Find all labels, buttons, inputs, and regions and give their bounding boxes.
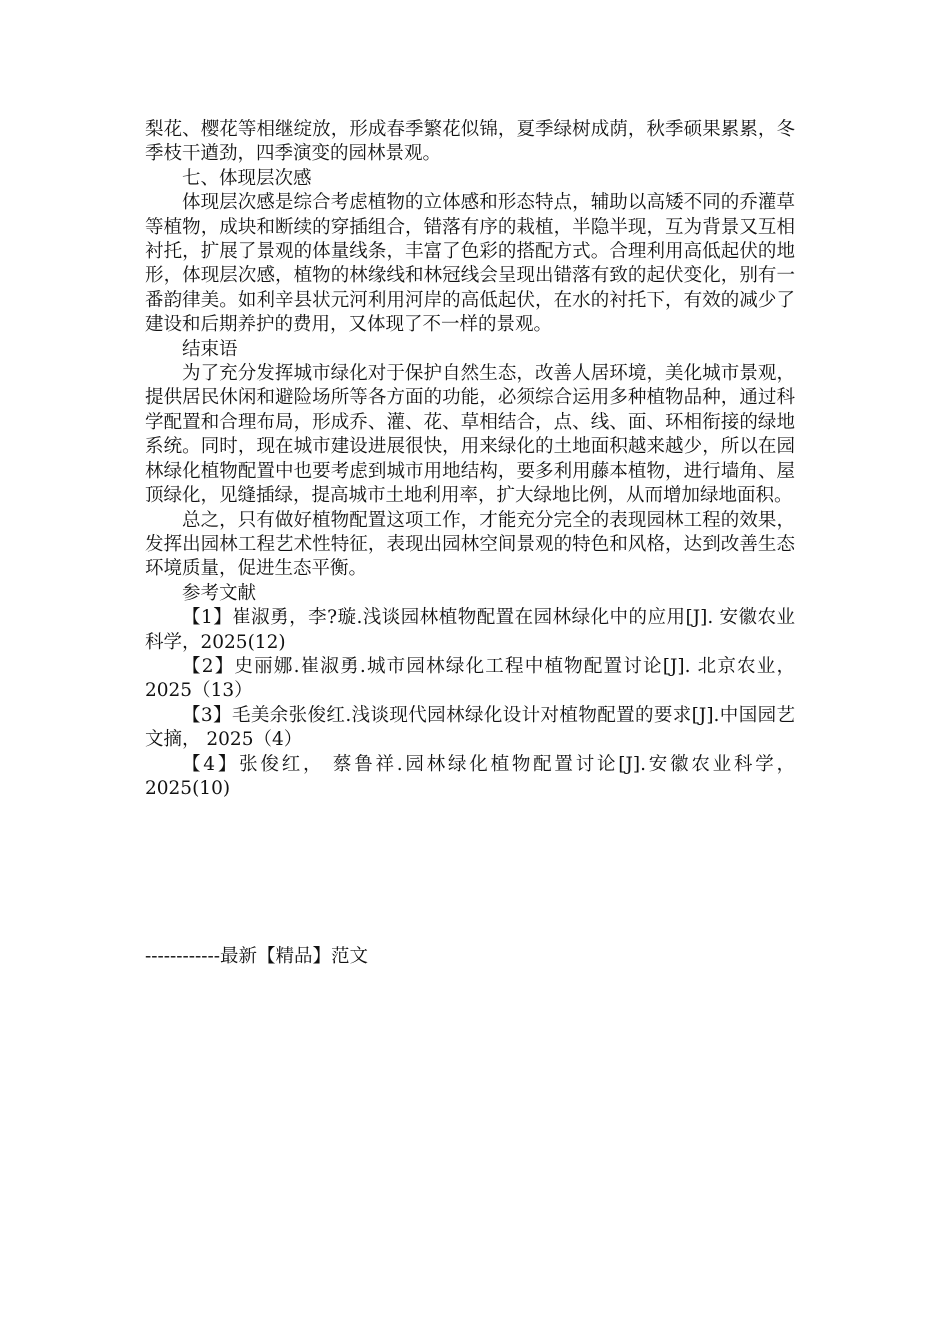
reference-item: 【2】史丽娜.崔淑勇.城市园林绿化工程中植物配置讨论[J]. 北京农业， 2025（13） xyxy=(145,655,795,702)
reference-item: 【4】张俊红， 蔡鲁祥.园林绿化植物配置讨论[J].安徽农业科学， 2025(10) xyxy=(145,753,795,799)
layers-paragraph: 体现层次感是综合考虑植物的立体感和形态特点，辅助以高矮不同的乔灌草等植物，成块和断续的穿插组合，错落有序的栽植，半隐半现，互为背景又互相衬托，扩展了景观的体量线条，丰富了色彩的搭配方式。合理利用高低起伏的地形，体现层次感，植物的林缘线和林冠线会呈现出错落有致的起伏变化，别有一番韵律美。如利辛县状元河利用河岸的高低起伏，在水的衬托下，有效的减少了建设和后期养护的费用，又体现了不一样的景观。 xyxy=(145,192,795,336)
section-heading-references: 参考文献 xyxy=(182,582,257,604)
section-heading-conclusion: 结束语 xyxy=(182,338,238,360)
footer-label: ------------最新【精品】范文 xyxy=(145,946,369,967)
document-body xyxy=(145,118,795,801)
summary-paragraph: 总之，只有做好植物配置这项工作，才能充分完全的表现园林工程的效果，发挥出园林工程艺术性特征，表现出园林空间景观的特色和风格，达到改善生态环境质量，促进生态平衡。 xyxy=(145,509,795,580)
reference-item: 【1】崔淑勇，李?璇.浅谈园林植物配置在园林绿化中的应用[J]. 安徽农业科学，2025(12) xyxy=(145,607,795,653)
reference-item: 【3】毛美余张俊红.浅谈现代园林绿化设计对植物配置的要求[J].中国园艺文摘， 2025（4） xyxy=(145,704,795,751)
intro-paragraph: 梨花、樱花等相继绽放，形成春季繁花似锦，夏季绿树成荫，秋季硕果累累，冬季枝干遒劲，四季演变的园林景观。 xyxy=(145,119,795,165)
conclusion-paragraph: 为了充分发挥城市绿化对于保护自然生态，改善人居环境，美化城市景观，提供居民休闲和避险场所等各方面的功能，必须综合运用多种植物品种，通过科学配置和合理布局，形成乔、灌、花、草相结合，点、线、面、环相衔接的绿地系统。同时，现在城市建设进展很快，用来绿化的土地面积越来越少，所以在园林绿化植物配置中也要考虑到城市用地结构，要多利用藤本植物，进行墙角、屋顶绿化，见缝插绿，提高城市土地利用率，扩大绿地比例，从而增加绿地面积。 xyxy=(145,363,795,507)
section-heading-layers: 七、体现层次感 xyxy=(182,167,312,189)
